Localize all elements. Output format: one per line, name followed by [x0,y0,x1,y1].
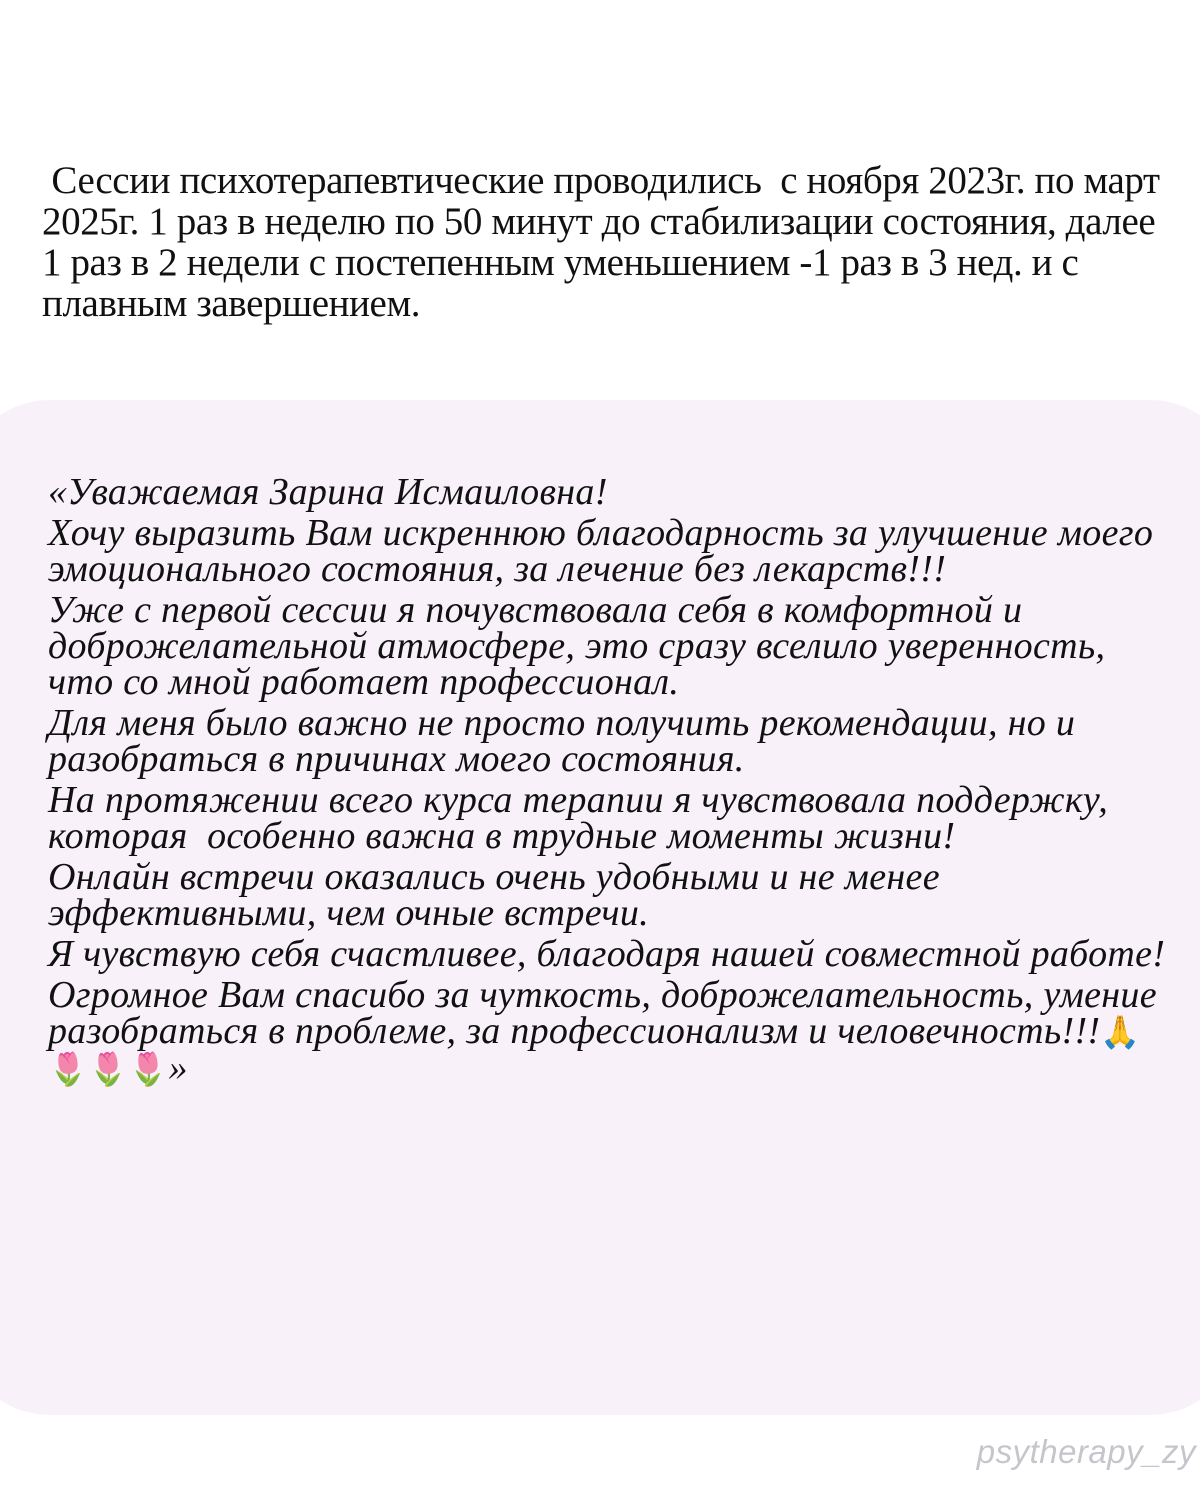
letter-paragraph: Хочу выразить Вам искреннюю благодарность за улучшение моего эмоционального состояния, за лечение без лекарств!!! [48,512,1163,590]
letter-paragraph: Уже с первой сессии я почувствовала себя в комфортной и доброжелательной атмосфере, это сразу вселило уверенность, что со мной работает профессионал. [48,589,1116,703]
letter-greeting: «Уважаемая Зарина Исмаиловна! [48,471,608,513]
letter-paragraph: Для меня было важно не просто получить рекомендации, но и разобраться в причинах моего состояния. [48,702,1085,780]
session-description [42,160,1172,324]
letter-paragraph: На протяжении всего курса терапии я чувствовала поддержку, которая особенно важна в трудные моменты жизни! [48,779,1118,857]
letter-paragraph: Онлайн встречи оказались очень удобными и не менее эффективными, чем очные встречи. [48,856,950,934]
letter-paragraph: Я чувствую себя счастливее, благодаря нашей совместной работе! [48,933,1166,975]
closing-quote-mark: » [168,1047,188,1089]
letter-closing [48,974,1178,1089]
watermark-handle: psytherapy_zy [976,1433,1196,1470]
letter-closing-text: Огромное Вам спасибо за чуткость, доброжелательность, умение разобраться в проблеме, за профессионализм и человечность!!! [48,974,1167,1052]
session-description-text: Сессии психотерапевтические проводились с ноября 2023г. по март 2025г. 1 раз в неделю по 50 минут до стабилизации состояния, далее 1 раз в 2 недели с постепенным уменьшением -1 раз в 3 нед. и с плавным завершением. [42,159,1169,325]
testimonial-letter [48,471,1178,1092]
prayer-tulip-emoji-icon: 🙏🌷🌷🌷 [48,1013,1141,1088]
